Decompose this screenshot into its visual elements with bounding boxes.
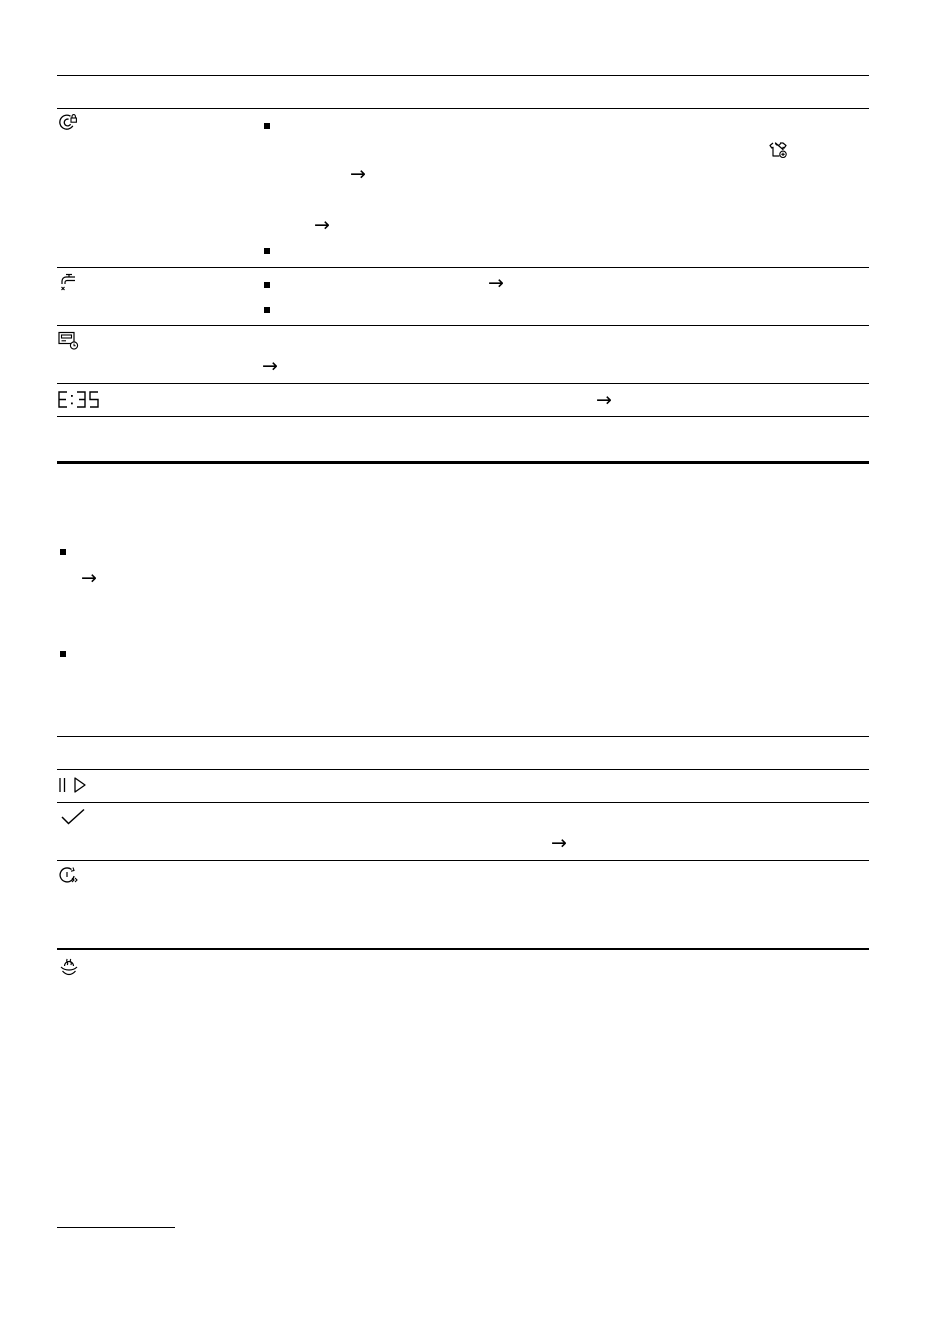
shirt-add-icon: [768, 141, 788, 159]
footnote-rule: [57, 1227, 175, 1228]
steam-icon: [58, 956, 80, 978]
bullet: [264, 307, 270, 313]
arrow: →: [262, 355, 278, 377]
table-2-rule: [57, 860, 869, 861]
table-1-rule: [57, 416, 869, 417]
bullet: [264, 248, 270, 254]
arrow: →: [551, 832, 567, 854]
tap-off-icon: [58, 272, 78, 292]
section-divider: [57, 461, 869, 464]
table-2-rule: [57, 769, 869, 770]
door-lock-icon: [58, 113, 78, 131]
arrow: →: [488, 272, 504, 294]
checkmark-icon: [60, 808, 86, 826]
table-2-rule: [57, 802, 869, 803]
bullet: [264, 123, 270, 129]
table-2-header-rule: [57, 736, 869, 737]
pause-play-icon: [58, 776, 88, 794]
arrow: →: [596, 389, 612, 411]
arrow: →: [81, 567, 97, 589]
display-code-icon: [57, 390, 101, 410]
bullet: [60, 651, 66, 657]
timer-fast-icon: [58, 866, 80, 886]
drawer-icon: [58, 331, 80, 351]
bullet: [264, 282, 270, 288]
table-1-header-rule: [57, 75, 869, 76]
table-1-rule: [57, 383, 869, 384]
table-1-rule: [57, 267, 869, 268]
arrow: →: [314, 214, 330, 236]
table-1-rule: [57, 325, 869, 326]
arrow: →: [350, 163, 366, 185]
bullet: [60, 549, 66, 555]
table-1-rule: [57, 108, 869, 109]
section-divider: [57, 948, 869, 950]
